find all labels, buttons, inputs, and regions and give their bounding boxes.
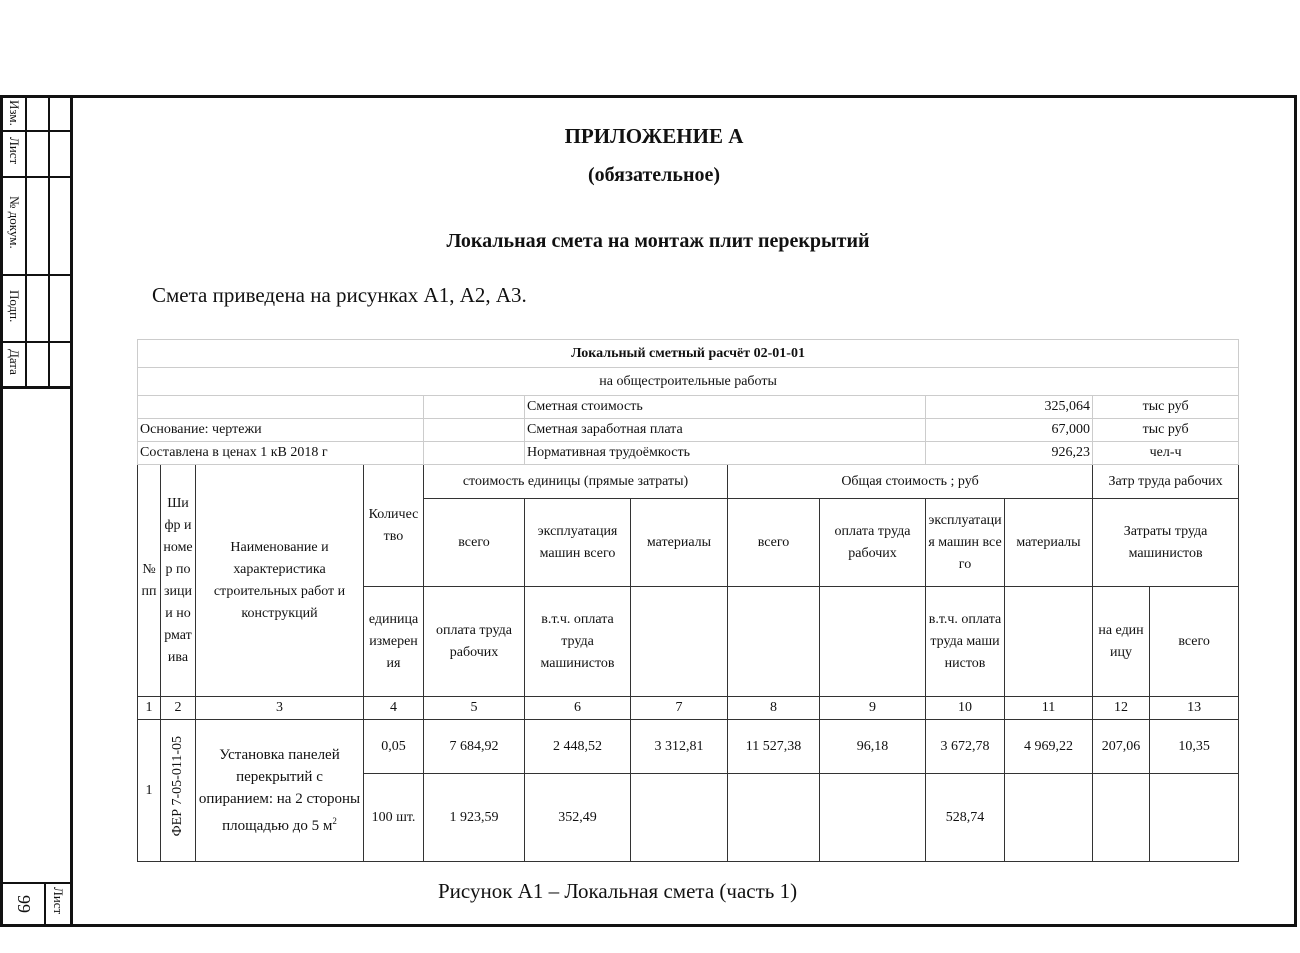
col-number: 10 <box>926 697 1005 720</box>
row-c10b: 528,74 <box>926 774 1005 862</box>
summary-label-cost: Сметная стоимость <box>525 396 926 419</box>
table-row <box>138 720 1239 774</box>
col-number: 2 <box>161 697 196 720</box>
column-numbers-row <box>138 697 1239 720</box>
row-c13: 10,35 <box>1150 720 1239 774</box>
row-c8: 11 527,38 <box>728 720 820 774</box>
row-c9: 96,18 <box>820 720 926 774</box>
estimate-table <box>137 339 1239 862</box>
header-unit-cost: стоимость единицы (прямые затраты) <box>424 465 728 499</box>
header-num: № пп <box>138 465 161 697</box>
summary-label-wage: Сметная заработная плата <box>525 419 926 442</box>
stamp-izm: Изм. <box>7 100 22 126</box>
header-workers-pay: оплата труда рабочих <box>820 499 926 587</box>
row-num: 1 <box>138 720 161 862</box>
row-name: Установка панелей перекрытий с опиранием: на 2 стороны площадью до 5 м <box>198 747 361 834</box>
figure-caption: Рисунок А1 – Локальная смета (часть 1) <box>438 879 798 903</box>
appendix-mandatory: (обязательное) <box>587 164 721 186</box>
header-machinist-labor: Затраты труда машинистов <box>1093 499 1239 587</box>
header-unit-measure: единица измерения <box>364 587 424 697</box>
header-incl-machinist-pay: в.т.ч. оплата труда машинистов <box>525 587 631 697</box>
row-name-sup: 2 <box>332 816 337 826</box>
row-code-cell <box>161 720 196 862</box>
header-labor: Затр труда рабочих <box>1093 465 1239 499</box>
estimate-subtitle: на общестроительные работы <box>138 368 1239 396</box>
col-number: 9 <box>820 697 926 720</box>
col-number: 13 <box>1150 697 1239 720</box>
header-workers-pay-2: оплата труда рабочих <box>424 587 525 697</box>
header-incl-machinist-pay-2: в.т.ч. оплата труда машинистов <box>926 587 1005 697</box>
row-code: ФЕР 7-05-011-05 <box>170 736 185 837</box>
row-c5b: 1 923,59 <box>424 774 525 862</box>
stamp-list: Лист <box>7 137 22 165</box>
header-machines-all: эксплуатация машин всего <box>525 499 631 587</box>
row-c6: 2 448,52 <box>525 720 631 774</box>
summary-value-wage: 67,000 <box>926 419 1093 442</box>
sheet-label: Лист <box>51 887 66 915</box>
header-materials-2: материалы <box>1005 499 1093 587</box>
row-name-cell <box>196 720 364 862</box>
col-number: 1 <box>138 697 161 720</box>
estimate-basis: Основание: чертежи <box>138 419 424 442</box>
col-number: 8 <box>728 697 820 720</box>
header-all: всего <box>424 499 525 587</box>
appendix-title: ПРИЛОЖЕНИЕ А <box>564 124 744 148</box>
stamp-date: Дата <box>7 349 22 375</box>
header-total-cost: Общая стоимость ; руб <box>728 465 1093 499</box>
row-c5: 7 684,92 <box>424 720 525 774</box>
stamp-doc-no: № докум. <box>7 196 22 249</box>
intro-text: Смета приведена на рисунках А1, А2, А3. <box>152 283 527 307</box>
row-c12: 207,06 <box>1093 720 1150 774</box>
row-c6b: 352,49 <box>525 774 631 862</box>
header-per-unit: на единицу <box>1093 587 1150 697</box>
col-number: 7 <box>631 697 728 720</box>
summary-unit-wage: тыс руб <box>1093 419 1239 442</box>
header-name: Наименование и характеристика строительных работ и конструкций <box>196 465 364 697</box>
summary-unit-labor: чел-ч <box>1093 442 1239 465</box>
row-c7: 3 312,81 <box>631 720 728 774</box>
summary-label-labor: Нормативная трудоёмкость <box>525 442 926 465</box>
estimate-prices: Составлена в ценах 1 кВ 2018 г <box>138 442 424 465</box>
estimate-title: Локальный сметный расчёт 02-01-01 <box>138 340 1239 368</box>
header-total-all: всего <box>728 499 820 587</box>
col-number: 11 <box>1005 697 1093 720</box>
row-c10: 3 672,78 <box>926 720 1005 774</box>
col-number: 5 <box>424 697 525 720</box>
col-number: 6 <box>525 697 631 720</box>
summary-value-cost: 325,064 <box>926 396 1093 419</box>
header-machines-all-2: эксплуатация машин всего <box>926 499 1005 587</box>
stamp-signature: Подп. <box>7 290 22 323</box>
col-number: 4 <box>364 697 424 720</box>
header-total-labor: всего <box>1150 587 1239 697</box>
estimate-heading: Локальная смета на монтаж плит перекрытий <box>446 230 870 252</box>
summary-unit-cost: тыс руб <box>1093 396 1239 419</box>
header-materials: материалы <box>631 499 728 587</box>
col-number: 12 <box>1093 697 1150 720</box>
header-code: Шифр и номер позиции норматива <box>161 465 196 697</box>
row-c11: 4 969,22 <box>1005 720 1093 774</box>
row-qty: 0,05 <box>364 720 424 774</box>
row-unit: 100 шт. <box>364 774 424 862</box>
summary-value-labor: 926,23 <box>926 442 1093 465</box>
col-number: 3 <box>196 697 364 720</box>
sheet-number: 99 <box>14 895 34 913</box>
header-qty: Количество <box>364 465 424 587</box>
